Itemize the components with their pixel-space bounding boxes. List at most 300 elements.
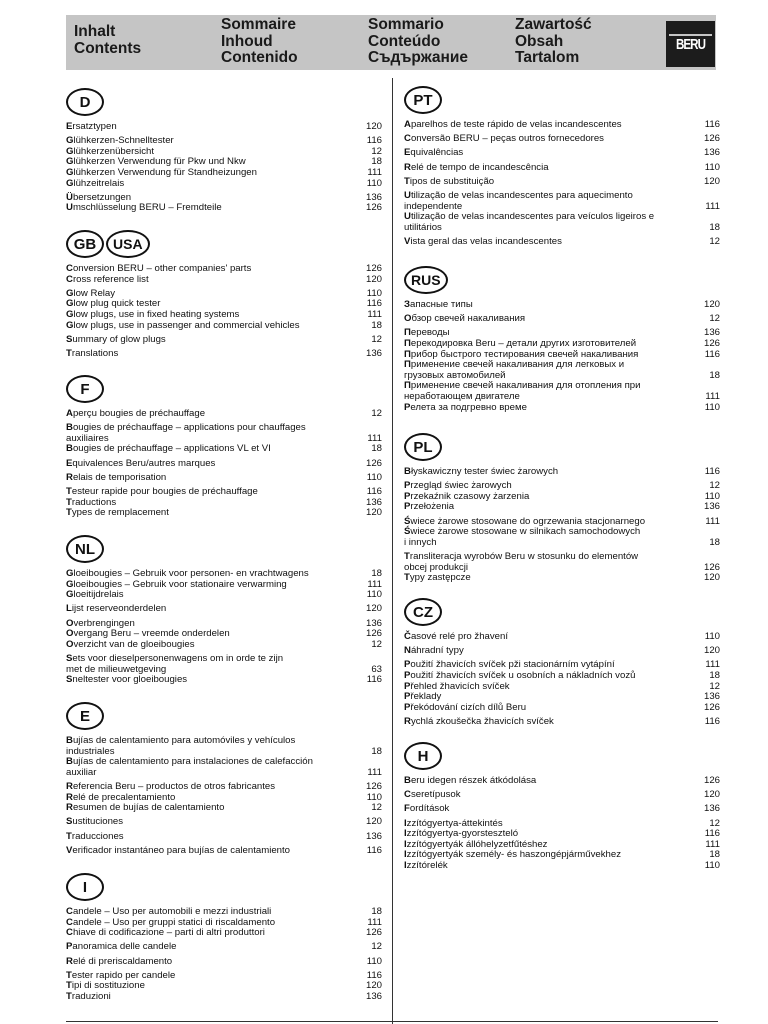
header-word: Conteúdo bbox=[368, 32, 441, 50]
toc-entry bbox=[66, 907, 382, 918]
toc-entry bbox=[66, 569, 382, 580]
toc-entry bbox=[66, 817, 382, 828]
language-badge: RUS bbox=[404, 266, 448, 294]
entry-list bbox=[404, 632, 720, 728]
entry-title: Świece żarowe stosowane w silnikach samochodowych i innych bbox=[404, 526, 641, 548]
entry-title: Izzítógyertyák állóhelyzetfűtéshez bbox=[404, 838, 548, 850]
entry-page-number: 111 bbox=[367, 308, 382, 320]
header-col-it-pt-bg bbox=[368, 17, 468, 67]
entry-page-number: 136 bbox=[703, 803, 720, 815]
toc-entry bbox=[66, 675, 382, 686]
entry-page-number: 12 bbox=[709, 817, 720, 829]
language-badges bbox=[404, 266, 720, 294]
toc-entry bbox=[66, 736, 382, 757]
entry-page-number: 111 bbox=[705, 515, 720, 527]
language-badges bbox=[66, 535, 382, 563]
toc-entry bbox=[404, 120, 720, 131]
toc-entry bbox=[66, 590, 382, 601]
entry-title: Conversion BERU – other companies' parts bbox=[66, 263, 252, 274]
language-badges bbox=[66, 873, 382, 901]
entry-page-number: 120 bbox=[703, 789, 720, 801]
entry-page-number: 18 bbox=[709, 536, 720, 548]
entry-page-number: 116 bbox=[366, 969, 382, 981]
logo-stripe bbox=[669, 34, 712, 36]
entry-title: Przekaźnik czasowy żarzenia bbox=[404, 490, 530, 502]
entry-page-number: 18 bbox=[371, 319, 382, 331]
language-badge: F bbox=[66, 375, 104, 403]
entry-title: Sneltester voor gloeibougies bbox=[66, 674, 188, 686]
entry-page-number: 116 bbox=[704, 828, 720, 840]
toc-entry bbox=[404, 177, 720, 188]
entry-page-number: 120 bbox=[365, 273, 382, 285]
entry-page-number: 116 bbox=[366, 298, 382, 310]
entry-title: Sets voor dieselpersonenwagens om in orde te zijn met de milieuwetgeving bbox=[66, 652, 284, 675]
entry-title: Cross reference list bbox=[66, 273, 149, 285]
header-word: Съдържание bbox=[368, 49, 469, 66]
entry-page-number: 12 bbox=[371, 941, 382, 953]
toc-entry bbox=[404, 573, 720, 584]
entry-page-number: 110 bbox=[704, 490, 720, 502]
entry-title: Gloeibougies – Gebruik voor personen- en vrachtwagens bbox=[66, 568, 309, 579]
entry-page-number: 116 bbox=[704, 715, 720, 727]
entry-page-number: 120 bbox=[365, 603, 382, 615]
toc-entry bbox=[66, 487, 382, 498]
entry-page-number: 110 bbox=[366, 791, 382, 803]
entry-title: Izzítógyertya-áttekintés bbox=[404, 817, 503, 829]
toc-entry bbox=[66, 942, 382, 953]
entry-list bbox=[66, 569, 382, 686]
toc-entry bbox=[66, 310, 382, 321]
entry-page-number: 116 bbox=[366, 674, 382, 686]
toc-entry bbox=[66, 203, 382, 214]
entry-title: Izzítógyertyák személy- és haszongépjárművekhez bbox=[404, 849, 622, 861]
toc-entry bbox=[404, 163, 720, 174]
entry-page-number: 110 bbox=[704, 401, 720, 413]
language-badges bbox=[66, 375, 382, 403]
entry-title: Použití žhavicích svíček pži stacionárním vytápíní bbox=[404, 659, 615, 671]
entry-title: Gloeitijdrelais bbox=[66, 589, 124, 601]
entry-title: Bujías de calentamiento para instalaciones de calefacción auxiliar bbox=[66, 756, 313, 778]
entry-page-number: 111 bbox=[705, 390, 720, 402]
entry-page-number: 120 bbox=[703, 175, 720, 187]
entry-title: Referencia Beru – productos de otros fabricantes bbox=[66, 780, 276, 792]
entry-page-number: 120 bbox=[365, 980, 382, 992]
section-pt bbox=[404, 86, 720, 248]
entry-page-number: 136 bbox=[703, 327, 720, 339]
entry-title: Relé de precalentamiento bbox=[66, 791, 176, 803]
header-col-pl-cz-hu bbox=[515, 17, 592, 67]
entry-page-number: 136 bbox=[703, 501, 720, 513]
entry-page-number: 111 bbox=[367, 166, 382, 178]
entry-page-number: 126 bbox=[365, 628, 382, 640]
entry-title: Glow plug quick tester bbox=[66, 298, 161, 310]
entry-title: Typy zastępcze bbox=[404, 572, 471, 584]
entry-page-number: 18 bbox=[709, 369, 720, 381]
entry-page-number: 126 bbox=[365, 263, 382, 274]
entry-page-number: 18 bbox=[371, 443, 382, 455]
entry-title: Izzítórelék bbox=[404, 859, 448, 871]
toc-entry bbox=[66, 654, 382, 675]
toc-entry bbox=[66, 321, 382, 332]
language-badge: PT bbox=[404, 86, 442, 114]
entry-list bbox=[404, 467, 720, 584]
entry-title: Překlady bbox=[404, 691, 442, 703]
entry-title: Świece żarowe stosowane do ogrzewania stacjonarnego bbox=[404, 515, 646, 527]
entry-title: Utilização de velas incandescentes para veículos ligeiros e utilitários bbox=[404, 211, 655, 233]
language-badges bbox=[66, 88, 382, 116]
entry-title: Aparelhos de teste rápido de velas incandescentes bbox=[404, 119, 622, 130]
entry-title: Relé di preriscaldamento bbox=[66, 955, 173, 967]
language-badges bbox=[404, 742, 720, 770]
toc-entry bbox=[66, 832, 382, 843]
entry-title: Glühkerzen Verwendung für Pkw und Nkw bbox=[66, 156, 246, 168]
toc-entry bbox=[404, 682, 720, 693]
toc-entry bbox=[404, 403, 720, 414]
language-badge: GB bbox=[66, 230, 104, 258]
entry-page-number: 110 bbox=[704, 161, 720, 173]
entry-title: Sustituciones bbox=[66, 816, 124, 828]
entry-page-number: 126 bbox=[703, 701, 720, 713]
entry-page-number: 12 bbox=[371, 333, 382, 345]
entry-title: Equivalences Beru/autres marques bbox=[66, 457, 216, 469]
entry-title: Przełożenia bbox=[404, 501, 455, 513]
entry-title: Náhradní typy bbox=[404, 645, 464, 657]
toc-entry bbox=[404, 502, 720, 513]
toc-entry bbox=[404, 861, 720, 872]
entry-title: Translations bbox=[66, 347, 119, 359]
entry-page-number: 136 bbox=[365, 191, 382, 203]
entry-title: Overgang Beru – vreemde onderdelen bbox=[66, 628, 230, 640]
section-pl bbox=[404, 433, 720, 584]
entry-page-number: 110 bbox=[366, 589, 382, 601]
entry-title: Запасные типы bbox=[404, 299, 473, 310]
toc-entry bbox=[404, 360, 720, 381]
entry-page-number: 120 bbox=[703, 299, 720, 310]
toc-entry bbox=[404, 804, 720, 815]
entry-title: Übersetzungen bbox=[66, 191, 132, 203]
bottom-rule bbox=[66, 1021, 718, 1022]
entry-title: Časové relé pro žhavení bbox=[404, 631, 508, 642]
entry-title: Glühzeitrelais bbox=[66, 177, 125, 189]
entry-title: Rychlá zkoušečka žhavicích svíček bbox=[404, 715, 554, 727]
entry-page-number: 136 bbox=[365, 830, 382, 842]
toc-entry bbox=[66, 264, 382, 275]
entry-list bbox=[66, 122, 382, 214]
toc-entry bbox=[66, 444, 382, 455]
entry-page-number: 126 bbox=[365, 457, 382, 469]
entry-title: Candele – Uso per automobili e mezzi industriali bbox=[66, 906, 272, 917]
entry-page-number: 120 bbox=[365, 507, 382, 519]
entry-page-number: 120 bbox=[703, 572, 720, 584]
language-badge: D bbox=[66, 88, 104, 116]
toc-entry bbox=[404, 717, 720, 728]
section-es bbox=[66, 702, 382, 856]
header-word: Obsah bbox=[515, 32, 564, 50]
entry-page-number: 110 bbox=[704, 631, 720, 642]
entry-title: Traductions bbox=[66, 496, 117, 508]
language-badge: H bbox=[404, 742, 442, 770]
entry-page-number: 120 bbox=[703, 645, 720, 657]
entry-page-number: 136 bbox=[703, 147, 720, 159]
toc-entry bbox=[66, 473, 382, 484]
toc-entry bbox=[404, 237, 720, 248]
entry-page-number: 136 bbox=[365, 347, 382, 359]
entry-page-number: 111 bbox=[367, 916, 382, 928]
entry-page-number: 63 bbox=[371, 663, 382, 675]
entry-page-number: 18 bbox=[371, 745, 382, 757]
entry-page-number: 12 bbox=[371, 145, 382, 157]
entry-page-number: 126 bbox=[703, 561, 720, 573]
header-word: Contents bbox=[74, 39, 142, 57]
language-badge: USA bbox=[106, 230, 150, 258]
entry-page-number: 18 bbox=[371, 568, 382, 579]
entry-page-number: 116 bbox=[366, 485, 382, 497]
entry-title: Прибор быстрого тестирования свечей накаливания bbox=[404, 348, 639, 360]
entry-page-number: 18 bbox=[709, 849, 720, 861]
entry-page-number: 12 bbox=[371, 638, 382, 650]
entry-title: Переводы bbox=[404, 327, 450, 339]
toc-entry bbox=[404, 850, 720, 861]
entry-title: Glow plugs, use in passenger and commercial vehicles bbox=[66, 319, 300, 331]
entry-title: Relais de temporisation bbox=[66, 471, 167, 483]
toc-entry bbox=[66, 409, 382, 420]
header-word: Sommaire bbox=[221, 16, 296, 33]
entry-page-number: 111 bbox=[367, 432, 382, 444]
toc-entry bbox=[66, 122, 382, 133]
entry-title: Glühkerzenübersicht bbox=[66, 145, 154, 157]
entry-page-number: 111 bbox=[705, 659, 720, 671]
entry-page-number: 110 bbox=[704, 859, 720, 871]
toc-entry bbox=[66, 604, 382, 615]
entry-page-number: 110 bbox=[366, 955, 382, 967]
entry-page-number: 136 bbox=[703, 691, 720, 703]
entry-title: Ersatztypen bbox=[66, 121, 117, 132]
toc-entry bbox=[66, 957, 382, 968]
entry-page-number: 126 bbox=[365, 927, 382, 939]
header-word: Inhalt bbox=[74, 23, 116, 40]
entry-page-number: 18 bbox=[371, 156, 382, 168]
entry-list bbox=[66, 264, 382, 360]
entry-title: Обзор свечей накаливания bbox=[404, 313, 526, 325]
entry-title: Summary of glow plugs bbox=[66, 333, 166, 345]
entry-title: Relé de tempo de incandescência bbox=[404, 161, 549, 173]
entry-title: Błyskawiczny tester świec żarowych bbox=[404, 466, 559, 477]
header-word: Zawartość bbox=[515, 16, 592, 33]
entry-list bbox=[404, 776, 720, 872]
entry-title: Candele – Uso per gruppi statici di riscaldamento bbox=[66, 916, 276, 928]
entry-title: Glühkerzen-Schnelltester bbox=[66, 135, 174, 147]
entry-title: Релета за подгревно време bbox=[404, 401, 527, 413]
entry-title: Panoramica delle candele bbox=[66, 941, 177, 953]
toc-entry bbox=[66, 981, 382, 992]
entry-page-number: 12 bbox=[709, 680, 720, 692]
entry-title: Použití žhavicích svíček u osobních a nákladních vozů bbox=[404, 669, 636, 681]
toc-entry bbox=[66, 179, 382, 190]
toc-entry bbox=[404, 552, 720, 573]
entry-title: Conversão BERU – peças outros fornecedores bbox=[404, 133, 604, 145]
entry-page-number: 111 bbox=[705, 200, 720, 212]
toc-entry bbox=[404, 134, 720, 145]
entry-list bbox=[66, 409, 382, 519]
toc-entry bbox=[404, 339, 720, 350]
entry-title: Перекодировка Beru – детали других изготовителей bbox=[404, 337, 637, 349]
language-badge: E bbox=[66, 702, 104, 730]
toc-entry bbox=[66, 459, 382, 470]
language-badge: CZ bbox=[404, 598, 442, 626]
entry-title: Vista geral das velas incandescentes bbox=[404, 235, 562, 247]
entry-title: Equivalências bbox=[404, 147, 464, 159]
entry-title: Aperçu bougies de préchauffage bbox=[66, 408, 206, 419]
entry-title: Verificador instantáneo para bujías de calentamiento bbox=[66, 844, 291, 856]
entry-page-number: 111 bbox=[367, 766, 382, 778]
section-cz bbox=[404, 598, 720, 728]
header-word: Tartalom bbox=[515, 49, 580, 66]
entry-title: Overbrengingen bbox=[66, 617, 135, 629]
toc-entry bbox=[404, 776, 720, 787]
entry-page-number: 126 bbox=[365, 780, 382, 792]
entry-title: Testeur rapide pour bougies de préchauffage bbox=[66, 485, 258, 497]
section-ru bbox=[404, 266, 720, 413]
entry-title: Tipi di sostituzione bbox=[66, 980, 145, 992]
toc-entry bbox=[66, 508, 382, 519]
section-hu bbox=[404, 742, 720, 872]
entry-title: Glühkerzen Verwendung für Standheizungen bbox=[66, 166, 257, 178]
toc-entry bbox=[404, 703, 720, 714]
logo-text: BERU bbox=[675, 37, 706, 53]
toc-entry bbox=[66, 782, 382, 793]
entry-title: Utilização de velas incandescentes para aquecimento independente bbox=[404, 189, 633, 212]
entry-title: Bougies de préchauffage – applications VL et VI bbox=[66, 443, 271, 455]
entry-title: Bougies de préchauffage – applications pour chauffages auxiliaires bbox=[66, 422, 306, 444]
toc-entry bbox=[66, 275, 382, 286]
language-badges bbox=[66, 230, 382, 258]
toc-entry bbox=[404, 527, 720, 548]
entry-page-number: 18 bbox=[709, 669, 720, 681]
entry-title: Tester rapido per candele bbox=[66, 969, 176, 981]
entry-title: Przegląd świec żarowych bbox=[404, 480, 512, 492]
language-badge: PL bbox=[404, 433, 442, 461]
entry-page-number: 126 bbox=[703, 133, 720, 145]
entry-title: Tipos de substituição bbox=[404, 175, 495, 187]
entry-page-number: 12 bbox=[709, 235, 720, 247]
entry-page-number: 111 bbox=[367, 578, 382, 590]
entry-title: Traduzioni bbox=[66, 990, 111, 1002]
entry-page-number: 12 bbox=[371, 408, 382, 419]
section-en bbox=[66, 230, 382, 360]
entry-page-number: 126 bbox=[703, 775, 720, 786]
entry-page-number: 18 bbox=[709, 221, 720, 233]
header-col-fr-nl-es bbox=[221, 17, 298, 67]
entry-page-number: 116 bbox=[704, 348, 720, 360]
toc-entry bbox=[404, 790, 720, 801]
toc-entry bbox=[404, 381, 720, 402]
entry-page-number: 12 bbox=[709, 313, 720, 325]
entry-title: Lijst reserveonderdelen bbox=[66, 603, 167, 615]
entry-page-number: 120 bbox=[365, 816, 382, 828]
header-word: Contenido bbox=[221, 49, 298, 66]
entry-title: Umschlüsselung BERU – Fremdteile bbox=[66, 202, 222, 214]
column-divider bbox=[392, 78, 393, 1024]
entry-page-number: 136 bbox=[365, 617, 382, 629]
header-word: Inhoud bbox=[221, 32, 273, 50]
toc-entry bbox=[404, 467, 720, 478]
entry-page-number: 12 bbox=[371, 802, 382, 814]
toc-entry bbox=[66, 803, 382, 814]
entry-page-number: 120 bbox=[365, 121, 382, 132]
entry-list bbox=[404, 120, 720, 248]
language-badge: I bbox=[66, 873, 104, 901]
toc-entry bbox=[66, 349, 382, 360]
toc-entry bbox=[404, 212, 720, 233]
entry-list bbox=[66, 907, 382, 1003]
toc-entry bbox=[66, 168, 382, 179]
header-col-de-en bbox=[74, 24, 141, 57]
entry-title: Beru idegen részek átkódolása bbox=[404, 775, 537, 786]
toc-entry bbox=[404, 191, 720, 212]
entry-title: Применение свечей накаливания для легковых и грузовых автомобилей bbox=[404, 359, 625, 381]
entry-title: Types de remplacement bbox=[66, 507, 169, 519]
toc-entry bbox=[66, 335, 382, 346]
language-badges bbox=[404, 86, 720, 114]
entry-title: Glow Relay bbox=[66, 287, 116, 299]
language-badges bbox=[404, 598, 720, 626]
section-de bbox=[66, 88, 382, 214]
section-fr bbox=[66, 375, 382, 519]
entry-title: Chiave di codificazione – parti di altri produttori bbox=[66, 927, 265, 939]
entry-page-number: 18 bbox=[371, 906, 382, 917]
entry-page-number: 110 bbox=[366, 471, 382, 483]
toc-entry bbox=[404, 671, 720, 682]
entry-title: Cseretípusok bbox=[404, 789, 461, 801]
toc-entry bbox=[404, 632, 720, 643]
toc-entry bbox=[404, 148, 720, 159]
entry-list bbox=[404, 300, 720, 413]
section-it bbox=[66, 873, 382, 1003]
entry-title: Traducciones bbox=[66, 830, 124, 842]
entry-page-number: 110 bbox=[366, 287, 382, 299]
language-badges bbox=[404, 433, 720, 461]
language-badges bbox=[66, 702, 382, 730]
entry-page-number: 116 bbox=[366, 135, 382, 147]
toc-entry bbox=[66, 640, 382, 651]
entry-page-number: 126 bbox=[365, 202, 382, 214]
entry-title: Применение свечей накаливания для отопления при неработающем двигателе bbox=[404, 380, 641, 402]
entry-page-number: 116 bbox=[366, 844, 382, 856]
entry-title: Resumen de bujías de calentamiento bbox=[66, 802, 225, 814]
entry-page-number: 116 bbox=[704, 119, 720, 130]
toc-entry bbox=[66, 757, 382, 778]
toc-entry bbox=[404, 314, 720, 325]
entry-title: Glow plugs, use in fixed heating systems bbox=[66, 308, 240, 320]
language-badge: NL bbox=[66, 535, 104, 563]
beru-logo bbox=[666, 21, 715, 67]
entry-title: Transliteracja wyrobów Beru w stosunku do elementów obcej produkcji bbox=[404, 550, 639, 573]
entry-page-number: 111 bbox=[705, 838, 720, 850]
entry-page-number: 136 bbox=[365, 990, 382, 1002]
entry-list bbox=[66, 736, 382, 856]
section-nl bbox=[66, 535, 382, 686]
entry-title: Gloeibougies – Gebruik voor stationaire verwarming bbox=[66, 578, 287, 590]
entry-title: Fordítások bbox=[404, 803, 450, 815]
entry-title: Overzicht van de gloeibougies bbox=[66, 638, 195, 650]
toc-entry bbox=[66, 423, 382, 444]
entry-page-number: 12 bbox=[709, 480, 720, 492]
toc-entry bbox=[66, 992, 382, 1003]
toc-entry bbox=[404, 646, 720, 657]
entry-page-number: 126 bbox=[703, 337, 720, 349]
header-word: Sommario bbox=[368, 16, 444, 33]
entry-page-number: 110 bbox=[366, 177, 382, 189]
